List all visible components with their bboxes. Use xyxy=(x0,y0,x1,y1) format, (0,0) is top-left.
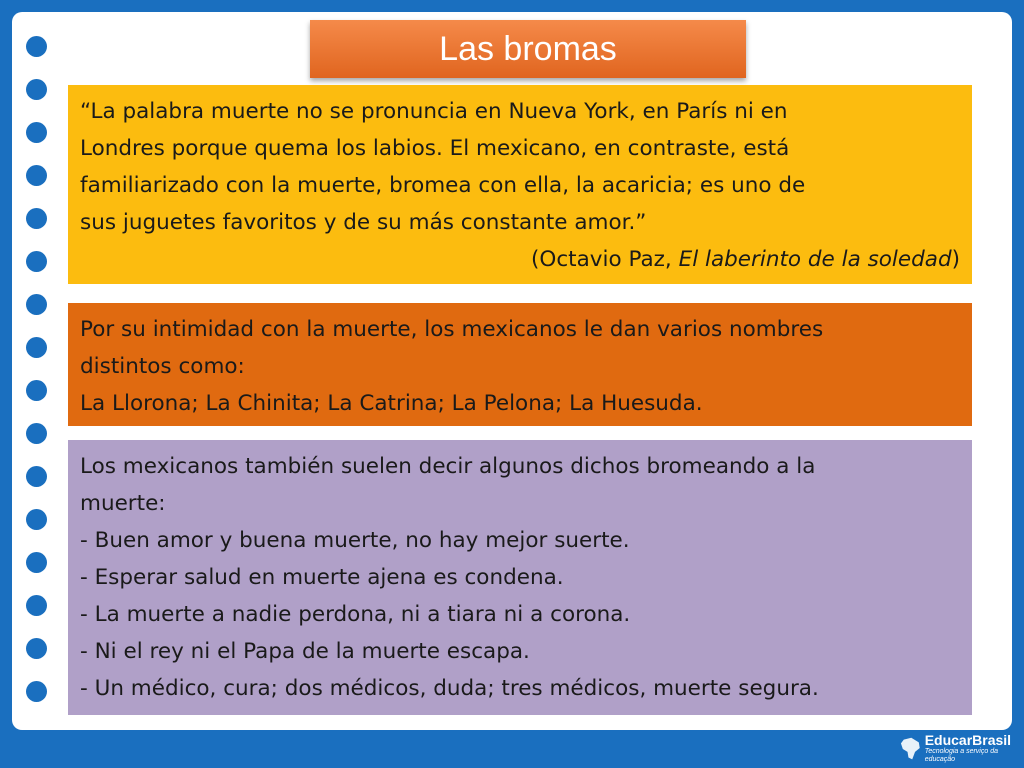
saying-item: - La muerte a nadie perdona, ni a tiara ni a corona. xyxy=(80,602,631,627)
title-bar xyxy=(310,20,746,78)
binder-hole xyxy=(26,165,47,186)
brazil-map-icon xyxy=(900,736,921,762)
quote-line: Londres porque quema los labios. El mexicano, en contraste, está xyxy=(80,136,790,161)
names-line: Por su intimidad con la muerte, los mexicanos le dan varios nombres xyxy=(80,317,824,342)
names-line: distintos como: xyxy=(80,354,245,379)
quote-line: sus juguetes favoritos y de su más constante amor.” xyxy=(80,210,647,235)
binder-hole xyxy=(26,423,47,444)
quote-line: familiarizado con la muerte, bromea con ella, la acaricia; es uno de xyxy=(80,173,806,198)
sayings-line: muerte: xyxy=(80,491,166,516)
saying-item: - Ni el rey ni el Papa de la muerte escapa. xyxy=(80,639,530,664)
attribution-prefix: (Octavio Paz, xyxy=(531,247,679,272)
slide-title: Las bromas xyxy=(439,29,617,68)
binder-hole xyxy=(26,337,47,358)
sayings-box xyxy=(68,440,972,715)
logo-name: EducarBrasil xyxy=(924,732,1012,748)
sayings-line: Los mexicanos también suelen decir algunos dichos bromeando a la xyxy=(80,454,816,479)
logo-tagline: Tecnologia a serviço da educação xyxy=(924,748,998,763)
saying-item: - Un médico, cura; dos médicos, duda; tres médicos, muerte segura. xyxy=(80,676,819,701)
names-line: La Llorona; La Chinita; La Catrina; La Pelona; La Huesuda. xyxy=(80,391,703,416)
binder-hole xyxy=(26,36,47,57)
attribution-suffix: ) xyxy=(951,247,960,272)
names-box xyxy=(68,303,972,426)
binder-hole xyxy=(26,122,47,143)
binder-hole xyxy=(26,294,47,315)
binder-hole xyxy=(26,638,47,659)
quote-box xyxy=(68,85,972,284)
binder-hole xyxy=(26,251,47,272)
binder-hole xyxy=(26,595,47,616)
attribution-work: El laberinto de la soledad xyxy=(678,247,952,272)
educarbrasil-logo xyxy=(900,733,1024,764)
quote-line: “La palabra muerte no se pronuncia en Nueva York, en París ni en xyxy=(80,99,788,124)
saying-item: - Buen amor y buena muerte, no hay mejor suerte. xyxy=(80,528,630,553)
binder-hole xyxy=(26,380,47,401)
binder-hole xyxy=(26,681,47,702)
binder-hole xyxy=(26,466,47,487)
binder-hole xyxy=(26,509,47,530)
binder-hole xyxy=(26,208,47,229)
saying-item: - Esperar salud en muerte ajena es condena. xyxy=(80,565,564,590)
quote-attribution xyxy=(80,241,960,278)
binder-hole xyxy=(26,79,47,100)
binder-hole xyxy=(26,552,47,573)
